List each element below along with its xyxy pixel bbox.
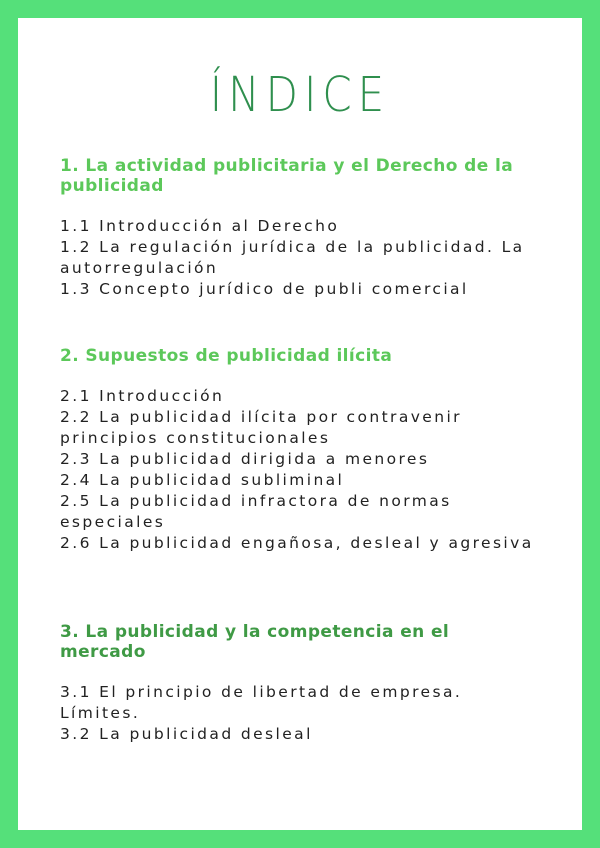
list-item: 1.1 Introducción al Derecho [60,217,340,235]
list-item: 1.3 Concepto jurídico de publi comercial [60,280,469,298]
section-2-heading: 2. Supuestos de publicidad ilícita [60,346,393,366]
list-item: 2.6 La publicidad engañosa, desleal y agresiva [60,534,534,552]
list-item: 2.3 La publicidad dirigida a menores [60,450,430,468]
index-page [18,18,582,830]
section-3-items [60,682,540,745]
list-item: 2.5 La publicidad infractora de normas especiales [60,492,452,531]
section-2-items [60,386,540,554]
list-item: 1.2 La regulación jurídica de la publicidad. La autorregulación [60,238,525,277]
list-item: 3.2 La publicidad desleal [60,725,313,743]
list-item: 2.4 La publicidad subliminal [60,471,345,489]
list-item: 2.1 Introducción [60,387,225,405]
section-2 [60,346,540,554]
page-title: ÍNDICE [209,66,391,123]
list-item: 2.2 La publicidad ilícita por contravenir principios constitucionales [60,408,462,447]
section-1-items [60,216,540,300]
section-1 [60,156,540,300]
section-3 [60,622,540,745]
section-1-heading: 1. La actividad publicitaria y el Derecho de la publicidad [60,156,514,196]
section-3-heading: 3. La publicidad y la competencia en el mercado [60,622,450,662]
list-item: 3.1 El principio de libertad de empresa. Límites. [60,683,463,722]
